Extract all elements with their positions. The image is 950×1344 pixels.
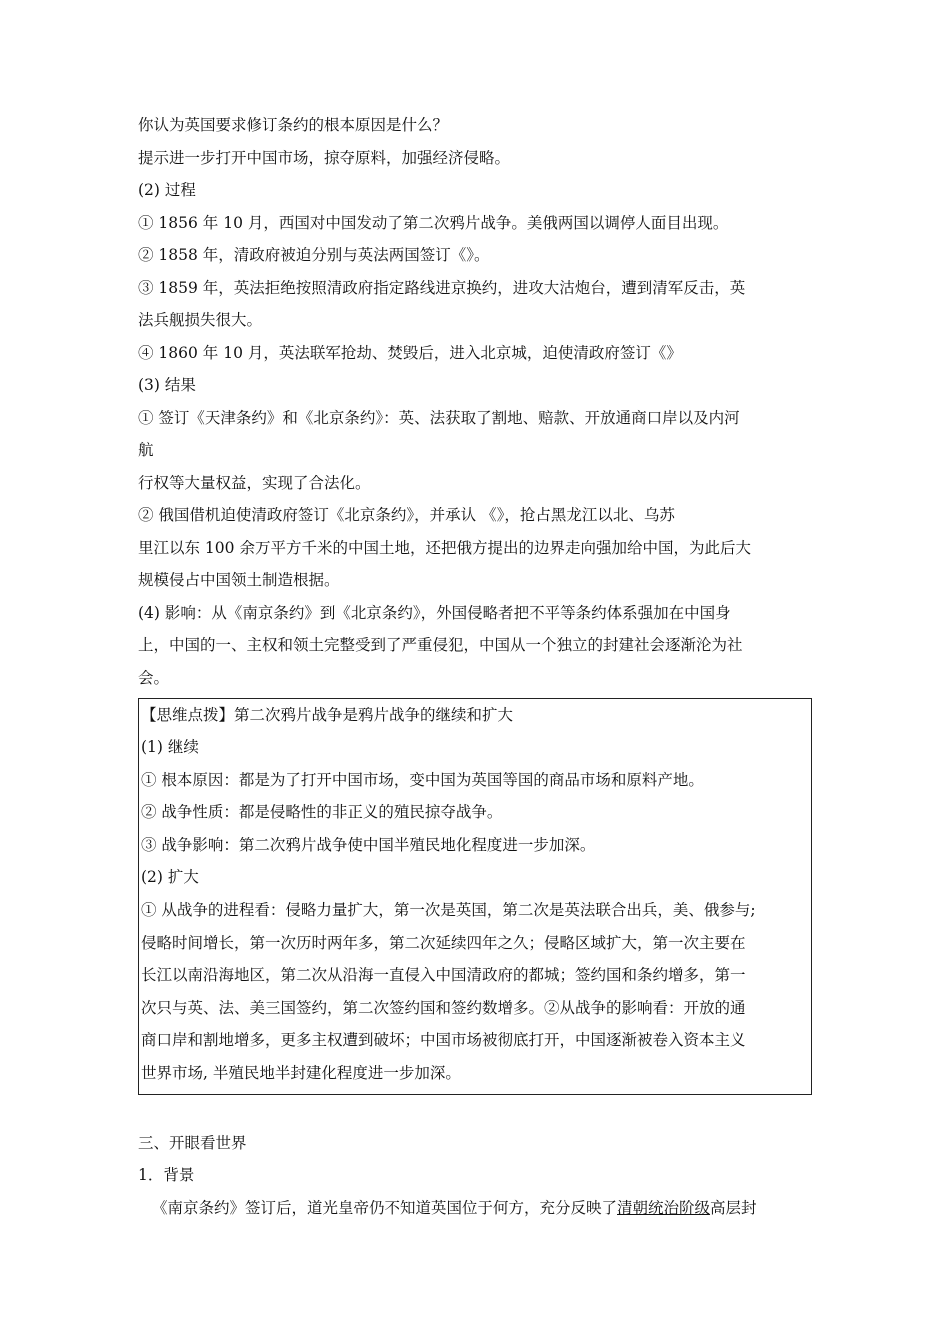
result-heading: (3) 结果 [138,376,196,394]
expand-line: 长江以南沿海地区，第二次从沿海一直侵入中国清政府的都城；签约国和条约增多，第一 [141,966,746,985]
thinking-box-title: 【思维点拨】第二次鸦片战争是鸦片战争的继续和扩大 [141,705,514,724]
hint-line: 提示进一步打开中国市场，掠夺原料，加强经济侵略。 [138,148,511,167]
process-item: ③ 1859 年，英法拒绝按照清政府指定路线进京换约，进攻大沽炮台，遭到清军反击，英 [138,278,746,297]
impact-line: 上，中国的一、主权和领土完整受到了严重侵犯，中国从一个独立的封建社会逐渐沦为社 [138,636,743,654]
process-item: ④ 1860 年 10 月，英法联军抢劫、焚毁后，进入北京城，迫使清政府签订《》 [138,343,682,362]
continue-item: ③ 战争影响：第二次鸦片战争使中国半殖民地化程度进一步加深。 [141,835,596,854]
result-item: 航 [138,441,154,459]
expand-line: 次只与英、法、美三国签约，第二次签约国和签约数增多。②从战争的影响看：开放的通 [141,998,746,1017]
result-item: 规模侵占中国领土制造根据。 [138,571,340,589]
process-item: 法兵舰损失很大。 [138,311,263,329]
result-item: 里江以东 100 余万平方千米的中国土地，还把俄方提出的边界走向强加给中国，为此后大 [138,538,751,557]
expand-line: 商口岸和割地增多，更多主权遭到破坏；中国市场被彻底打开，中国逐渐被卷入资本主义 [141,1031,746,1050]
result-item: 行权等大量权益，实现了合法化。 [138,473,371,492]
question-line: 你认为英国要求修订条约的根本原因是什么？ [138,116,449,134]
result-item: ① 签订《天津条约》和《北京条约》：英、法获取了割地、赔款、开放通商口岸以及内河 [138,408,740,427]
continue-heading: (1) 继续 [141,738,199,757]
background-text-tail: 高层封 [710,1198,757,1217]
continue-item: ① 根本原因：都是为了打开中国市场，变中国为英国等国的商品市场和原料产地。 [141,770,704,789]
expand-line: ① 从战争的进程看：侵略力量扩大，第一次是英国，第二次是英法联合出兵，美、俄参与; [141,901,756,920]
underlined-term: 清朝统治阶级 [617,1198,711,1217]
impact-line: 会。 [138,668,170,687]
sub-heading: 1．背景 [138,1166,195,1185]
document-page [138,113,814,1228]
process-item: ① 1856 年 10 月，西国对中国发动了第二次鸦片战争。美俄两国以调停人面目出现。 [138,213,729,232]
process-item: ② 1858 年，清政府被迫分别与英法两国签订《》。 [138,246,490,264]
thinking-box [138,698,812,1095]
result-item: ② 俄国借机迫使清政府签订《北京条约》，并承认 《》，抢占黑龙江以北、乌苏 [138,506,675,524]
continue-item: ② 战争性质：都是侵略性的非正义的殖民掠夺战争。 [141,803,503,822]
impact-line: (4) 影响：从《南京条约》到《北京条约》，外国侵略者把不平等条约体系强加在中国身 [138,603,731,622]
expand-line: 世界市场, 半殖民地半封建化程度进一步加深。 [141,1064,461,1083]
expand-heading: (2) 扩大 [141,868,199,887]
section-heading: 三、开眼看世界 [138,1133,247,1152]
process-heading: (2) 过程 [138,181,196,199]
expand-line: 侵略时间增长，第一次历时两年多，第二次延续四年之久；侵略区域扩大，第一次主要在 [141,933,746,952]
background-paragraph [138,1196,814,1229]
background-text: 《南京条约》签订后，道光皇帝仍不知道英国位于何方，充分反映了 [152,1198,618,1217]
